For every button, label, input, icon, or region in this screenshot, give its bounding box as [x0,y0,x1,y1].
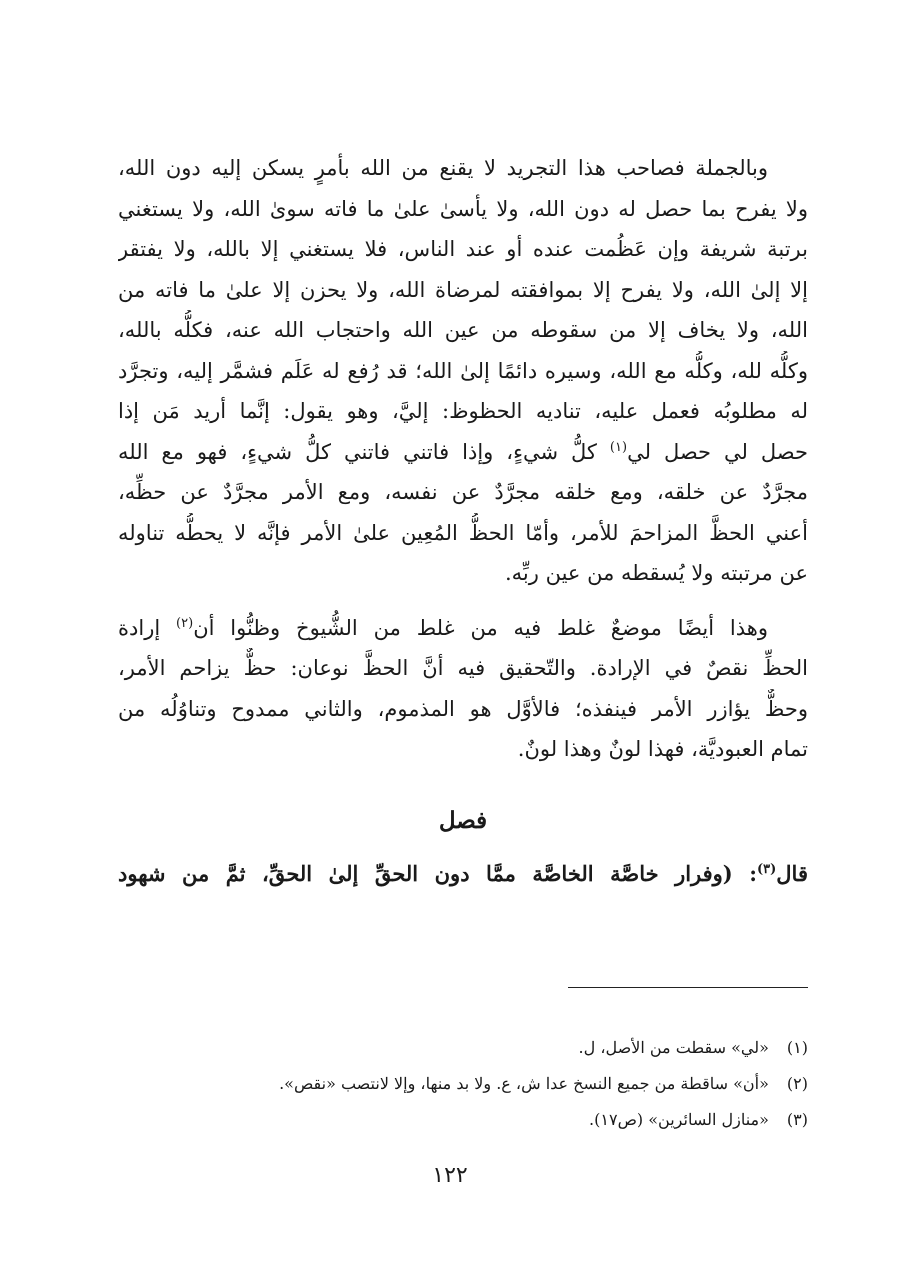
text-line: مجرَّدٌ عن خلقه، ومع خلقه مجرَّدٌ عن نفسه، ومع الأمر مجرَّدٌ عن حظِّه، [118,480,808,504]
text-fragment: كلُّ شيءٍ، وإذا فاتني فاتني كلُّ شيءٍ، فهو مع الله [118,439,597,464]
text-fragment: حصل لي حصل لي [627,439,808,464]
footnote-2 [118,1066,808,1102]
footnote-number: (٣) [786,1110,808,1129]
text-line: وبالجملة فصاحب هذا التجريد لا يقنع من الله بأمرٍ يسكن إليه دون الله، [118,156,768,180]
footnote-1 [118,1030,808,1066]
footnote-3 [118,1102,808,1138]
paragraph-2 [118,608,808,770]
text-fragment: إرادة [118,615,161,640]
qal-label: قال [776,860,808,886]
footnote-number: (١) [786,1038,808,1057]
footnote-text: «منازل السائرين» (ص١٧). [589,1110,769,1129]
text-line: تمام العبوديَّة، فهذا لونٌ وهذا لونٌ. [517,737,808,761]
text-line: برتبة شريفة وإن عَظُمت عنده أو عند الناس، فلا يستغني إلا بالله، ولا يفتقر [118,237,808,261]
footnote-ref-2[interactable]: (٢) [176,615,194,631]
text-line: إلا إلىٰ الله، ولا يفرح إلا بموافقته لمرضاة الله، ولا يحزن إلا علىٰ ما فاته من [118,277,808,302]
text-line: عن مرتبته ولا يُسقطه من عين ربِّه. [505,561,808,585]
footnote-text: «لي» سقطت من الأصل، ل. [578,1038,769,1057]
paragraph-1 [118,148,808,594]
text-line [118,608,808,649]
page-number: ١٢٢ [432,1163,468,1188]
text-line: له مطلوبُه فعمل عليه، تناديه الحظوظ: إليَّ، وهو يقول: إنَّما أريد مَن إذا [118,399,808,423]
text-line: وحظٌّ يؤازر الأمر فينفذه؛ فالأوَّل هو المذموم، والثاني ممدوح وتناوُلُه من [118,696,808,721]
text-fragment: وهذا أيضًا موضعٌ غلط فيه من غلط من الشُّيوخ وظنُّوا أن [193,615,768,640]
footnote-text: «أن» ساقطة من جميع النسخ عدا ش، ع. ولا بد منها، وإلا لانتصب «نقص». [279,1074,769,1093]
text-line [118,432,808,473]
text-line: ولا يفرح بما حصل له دون الله، ولا يأسىٰ علىٰ ما فاته سوىٰ الله، ولا يستغني [118,196,808,221]
footnotes [118,1030,808,1138]
footnote-ref-1[interactable]: (١) [609,439,628,455]
text-line: وكلُّه لله، وكلُّه مع الله، وسيره دائمًا إلىٰ الله؛ قد رُفع له عَلَم فشمَّر إليه، وتجرَّد [118,358,808,383]
footnote-divider [568,987,808,988]
text-line: أعني الحظَّ المزاحمَ للأمر، وأمّا الحظُّ المُعِين علىٰ الأمر فإنَّه لا يحطُّه تناوله [118,520,808,545]
page-body [118,148,808,894]
section-heading: فصل [438,806,488,834]
text-line: الحظِّ نقصٌ في الإرادة. والتّحقيق فيه أنَّ الحظَّ نوعان: حظٌّ يزاحم الأمر، [118,656,808,680]
quote-line [118,854,808,894]
footnote-number: (٢) [786,1074,808,1093]
text-line: الله، ولا يخاف إلا من سقوطه من عين الله واحتجاب الله عنه، فكلُّه بالله، [118,318,808,342]
qal-text: : (وفرار خاصَّة الخاصَّة ممَّا دون الحقِّ إلىٰ الحقِّ، ثمَّ من شهود [118,860,757,886]
footnote-ref-3[interactable]: (٣) [757,861,777,877]
